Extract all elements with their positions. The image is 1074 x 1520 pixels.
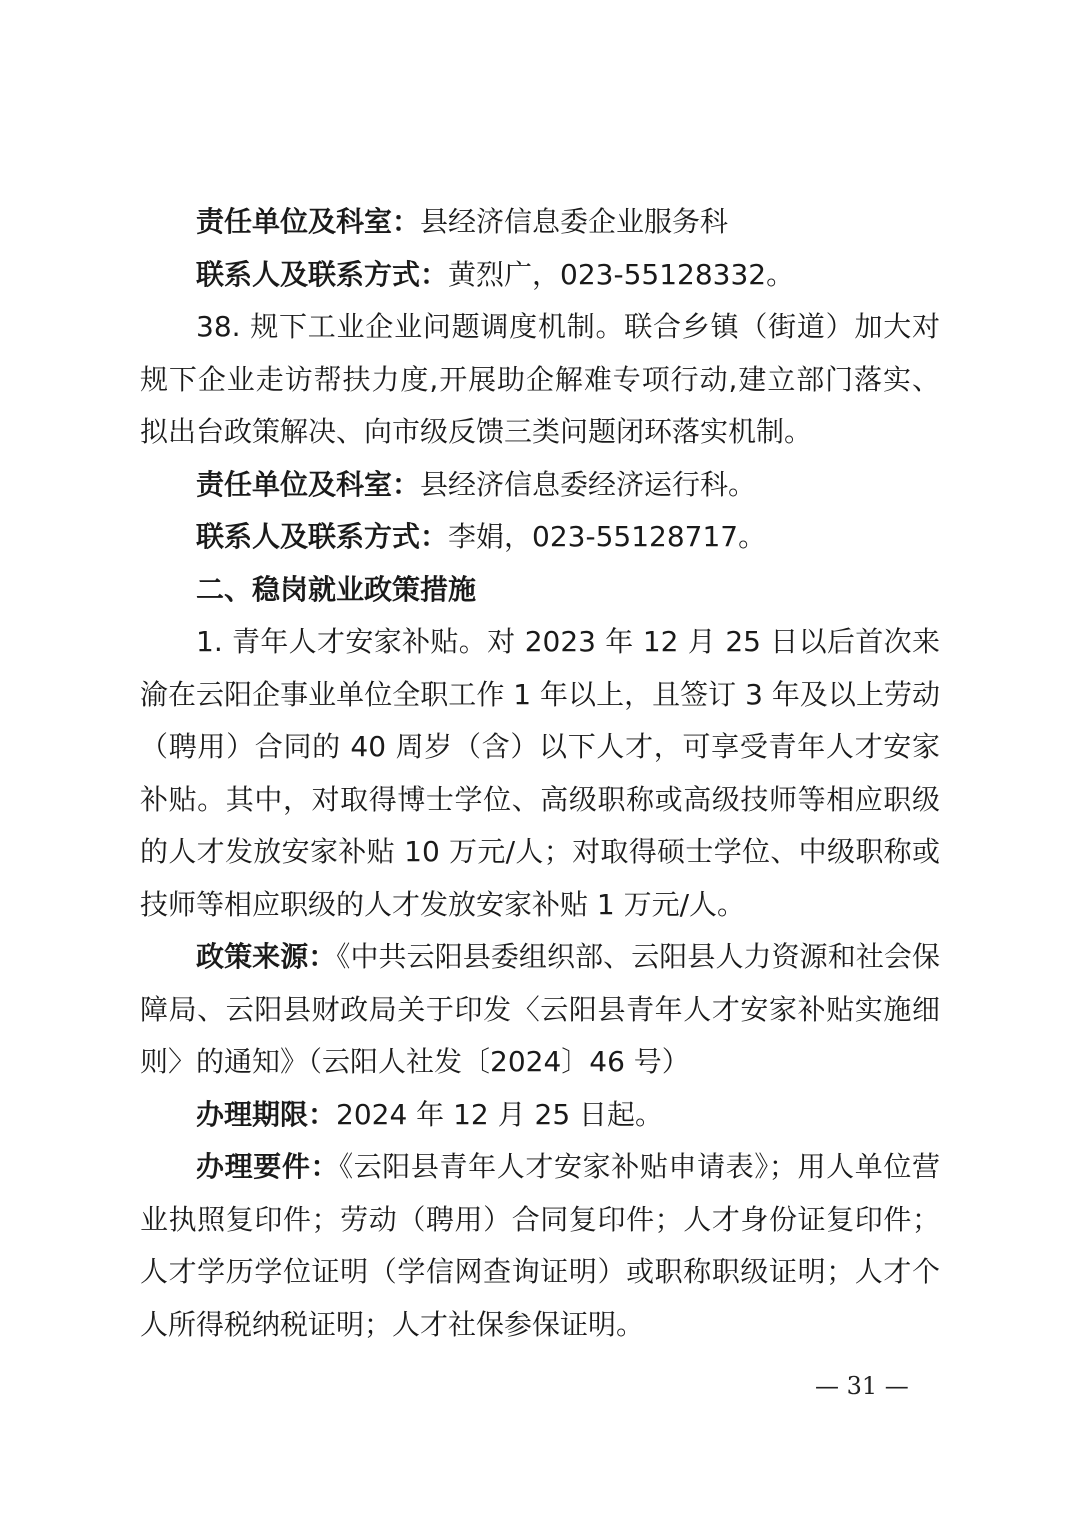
- label-processing-period: 办理期限：: [196, 1097, 337, 1131]
- paragraph-responsible-unit-2: [140, 459, 940, 512]
- paragraph-required-documents: [140, 1141, 940, 1351]
- label-policy-source: 政策来源：: [196, 940, 337, 973]
- paragraph-contact-1: [140, 249, 940, 302]
- paragraph-text: 县经济信息委经济运行科。: [420, 467, 757, 501]
- paragraph-item-1: [140, 616, 940, 931]
- label-responsible-unit: 责任单位及科室：: [196, 205, 421, 238]
- paragraph-responsible-unit-1: [140, 196, 940, 249]
- paragraph-text: 1. 青年人才安家补贴。对 2023 年 12 月 25 日以后首次来渝在云阳企事业单位全职工作 1 年以上，且签订 3 年及以上劳动（聘用）合同的 40 周岁（含）以下人才，可享受青年人才安家补贴。其中，对取得博士学位、高级职称或高级技师等相应职级的人才发放安家补贴 10 万元/人；对取得硕士学位、中级职称或技师等相应职级的人才发放安家补贴 1 万元/人。: [140, 625, 940, 921]
- document-body: [140, 196, 940, 1351]
- paragraph-text: 《中共云阳县委组织部、云阳县人力资源和社会保障局、云阳县财政局关于印发〈云阳县青年人才安家补贴实施细则〉的通知》（云阳人社发〔2024〕46 号）: [140, 940, 940, 1078]
- paragraph-text: 38. 规下工业企业问题调度机制。联合乡镇（街道）加大对规下企业走访帮扶力度,开展助企解难专项行动,建立部门落实、拟出台政策解决、向市级反馈三类问题闭环落实机制。: [140, 310, 940, 448]
- page-number: — 31 —: [815, 1372, 909, 1400]
- paragraph-text: 2024 年 12 月 25 日起。: [336, 1097, 664, 1131]
- paragraph-text: 《云阳县青年人才安家补贴申请表》；用人单位营业执照复印件；劳动（聘用）合同复印件；人才身份证复印件；人才学历学位证明（学信网查询证明）或职称职级证明；人才个人所得税纳税证明；人才社保参保证明。: [140, 1150, 940, 1341]
- section-heading: [140, 564, 940, 617]
- paragraph-policy-source: [140, 931, 940, 1089]
- paragraph-text: 县经济信息委企业服务科: [420, 205, 729, 238]
- label-contact: 联系人及联系方式：: [196, 257, 449, 291]
- section-heading-text: 二、稳岗就业政策措施: [196, 572, 477, 606]
- label-responsible-unit: 责任单位及科室：: [196, 467, 421, 501]
- paragraph-text: 黄烈广，023-55128332。: [448, 257, 795, 291]
- paragraph-contact-2: [140, 511, 940, 564]
- paragraph-text: 李娟，023-55128717。: [448, 520, 767, 553]
- label-contact: 联系人及联系方式：: [196, 520, 449, 553]
- paragraph-item-38: [140, 301, 940, 459]
- label-required-documents: 办理要件：: [196, 1150, 340, 1183]
- paragraph-processing-period: [140, 1089, 940, 1142]
